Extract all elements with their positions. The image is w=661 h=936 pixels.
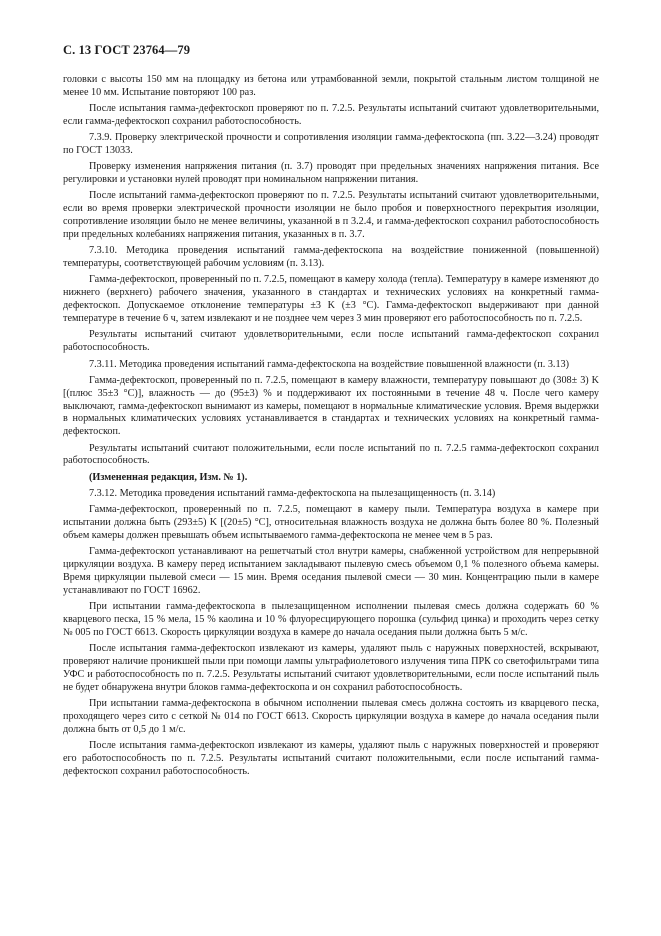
paragraph: Гамма-дефектоскоп, проверенный по п. 7.2.5, помещают в камеру влажности, температуру повышают до (308± 3) K [(плюс 35±3 °С)], влажность — до (95±3) % и поддерживают их постоянными в течение 48 ч. После чего камеру выключают, гамма-дефектоскоп вынимают из камеры, помещают в нормальные климатические условия. Время выдержки в нормальных климатических условиях устанавливается в стандартах и технических условиях на конкретный гамма-дефектоскоп.: [63, 374, 599, 438]
paragraph: После испытаний гамма-дефектоскоп проверяют по п. 7.2.5. Результаты испытаний считают удовлетворительными, если во время проверки электрической прочности изоляции не было пробоя и поверхностного перекрытия изоляции, сопротивление изоляции было не менее величины, указанной в п 3.2.4, и гамма-дефектоскоп сохранил работоспособность при предельных колебаниях напряжения питания, указанных в п. 3.7.: [63, 190, 599, 241]
paragraph: 7.3.12. Методика проведения испытаний гамма-дефектоскопа на пылезащищенность (п. 3.14): [89, 487, 496, 499]
paragraph: Гамма-дефектоскоп, проверенный по п. 7.2.5, помещают в камеру пыли. Температура воздуха в камере при испытании должна быть (293±5) K [(20±5) °С], относительная влажность воздуха не должна быть более 80 %. Полезный объем камеры должен превышать объем испытываемого гамма-дефектоскопа не менее чем в 5 раз.: [63, 504, 599, 541]
paragraph: 7.3.9. Проверку электрической прочности и сопротивления изоляции гамма-дефектоскопа (пп. 3.22—3.24) проводят по ГОСТ 13033.: [63, 132, 599, 157]
page-header: С. 13 ГОСТ 23764—79: [63, 43, 191, 57]
document-body: [63, 74, 599, 782]
paragraph: 7.3.11. Методика проведения испытаний гамма-дефектоскопа на воздействие повышенной влажности (п. 3.13): [89, 358, 570, 370]
paragraph: 7.3.10. Методика проведения испытаний гамма-дефектоскопа на воздействие пониженной (повышенной) температуры, соответствующей рабочим условиям (п. 3.13).: [63, 245, 599, 270]
paragraph: Проверку изменения напряжения питания (п. 3.7) проводят при предельных значениях напряжения питания. Все регулировки и установки нулей проводят при номинальном напряжении питания.: [63, 161, 599, 186]
paragraph: Гамма-дефектоскоп устанавливают на решетчатый стол внутри камеры, снабженной устройством для непрерывной циркуляции воздуха. В камеру перед испытанием закладывают пылевую смесь объемом 0,1 % полезного объема камеры. Время циркуляции пылевой смеси — 15 мин. Время оседания пылевой смеси — 30 мин. Концентрацию пыли в камере устанавливают по ГОСТ 16962.: [63, 546, 599, 596]
paragraph: Результаты испытаний считают положительными, если после испытаний по п. 7.2.5 гамма-дефектоскоп сохранил работоспособность.: [63, 442, 599, 467]
paragraph: При испытании гамма-дефектоскопа в пылезащищенном исполнении пылевая смесь должна содержать 60 % кварцевого песка, 15 % мела, 15 % каолина и 10 % флуоресцирующего порошка (сульфид цинка) и проходить через сетку № 005 по ГОСТ 6613. Скорость циркуляции воздуха в камере до начала оседания пыли должна быть 5 м/с.: [63, 600, 599, 638]
paragraph: Гамма-дефектоскоп, проверенный по п. 7.2.5, помещают в камеру холода (тепла). Температуру в камере изменяют до нижнего (верхнего) рабочего значения, указанного в стандартах и технических условиях на конкретный гамма-дефектоскоп. Допускаемое отклонение температуры ±3 K (±3 °С). Гамма-дефектоскоп выдерживают при данной температуре в течение 6 ч, затем извлекают и не позднее чем через 3 мин проверяют его работоспособность по п. 7.2.5.: [63, 274, 599, 325]
paragraph: После испытания гамма-дефектоскоп проверяют по п. 7.2.5. Результаты испытаний считают удовлетворительными, если гамма-дефектоскоп сохранил работоспособность.: [63, 103, 599, 128]
paragraph: После испытания гамма-дефектоскоп извлекают из камеры, удаляют пыль с наружных поверхностей и проверяют его работоспособность по п. 7.2.5. Результаты испытаний считают положительными, если после испытаний гамма-дефектоскоп сохранил работоспособность.: [63, 739, 599, 777]
amendment-note: (Измененная редакция, Изм. № 1).: [89, 471, 248, 483]
paragraph: После испытания гамма-дефектоскоп извлекают из камеры, удаляют пыль с наружных поверхностей, вскрывают, проверяют наличие проникшей пыли при помощи лампы ультрафиолетового излучения типа ПРК со светофильтрами типа УФС и работоспособность по п. 7.2.5. Результаты испытаний считают удовлетворительными, если после испытаний пыль не будет обнаружена внутри блоков гамма-дефектоскопа и он сохранил работоспособность.: [63, 643, 599, 693]
paragraph: Результаты испытаний считают удовлетворительными, если после испытаний гамма-дефектоскоп сохранил работоспособность.: [63, 329, 599, 354]
paragraph: При испытании гамма-дефектоскопа в обычном исполнении пылевая смесь должна состоять из кварцевого песка, проходящего через сито с сеткой № 014 по ГОСТ 6613. Скорость циркуляции воздуха в камере до начала оседания пыли должна быть от 0,5 до 1 м/с.: [63, 697, 599, 735]
paragraph: головки с высоты 150 мм на площадку из бетона или утрамбованной земли, покрытой стальным листом толщиной не менее 10 мм. Испытание повторяют 100 раз.: [63, 74, 599, 98]
